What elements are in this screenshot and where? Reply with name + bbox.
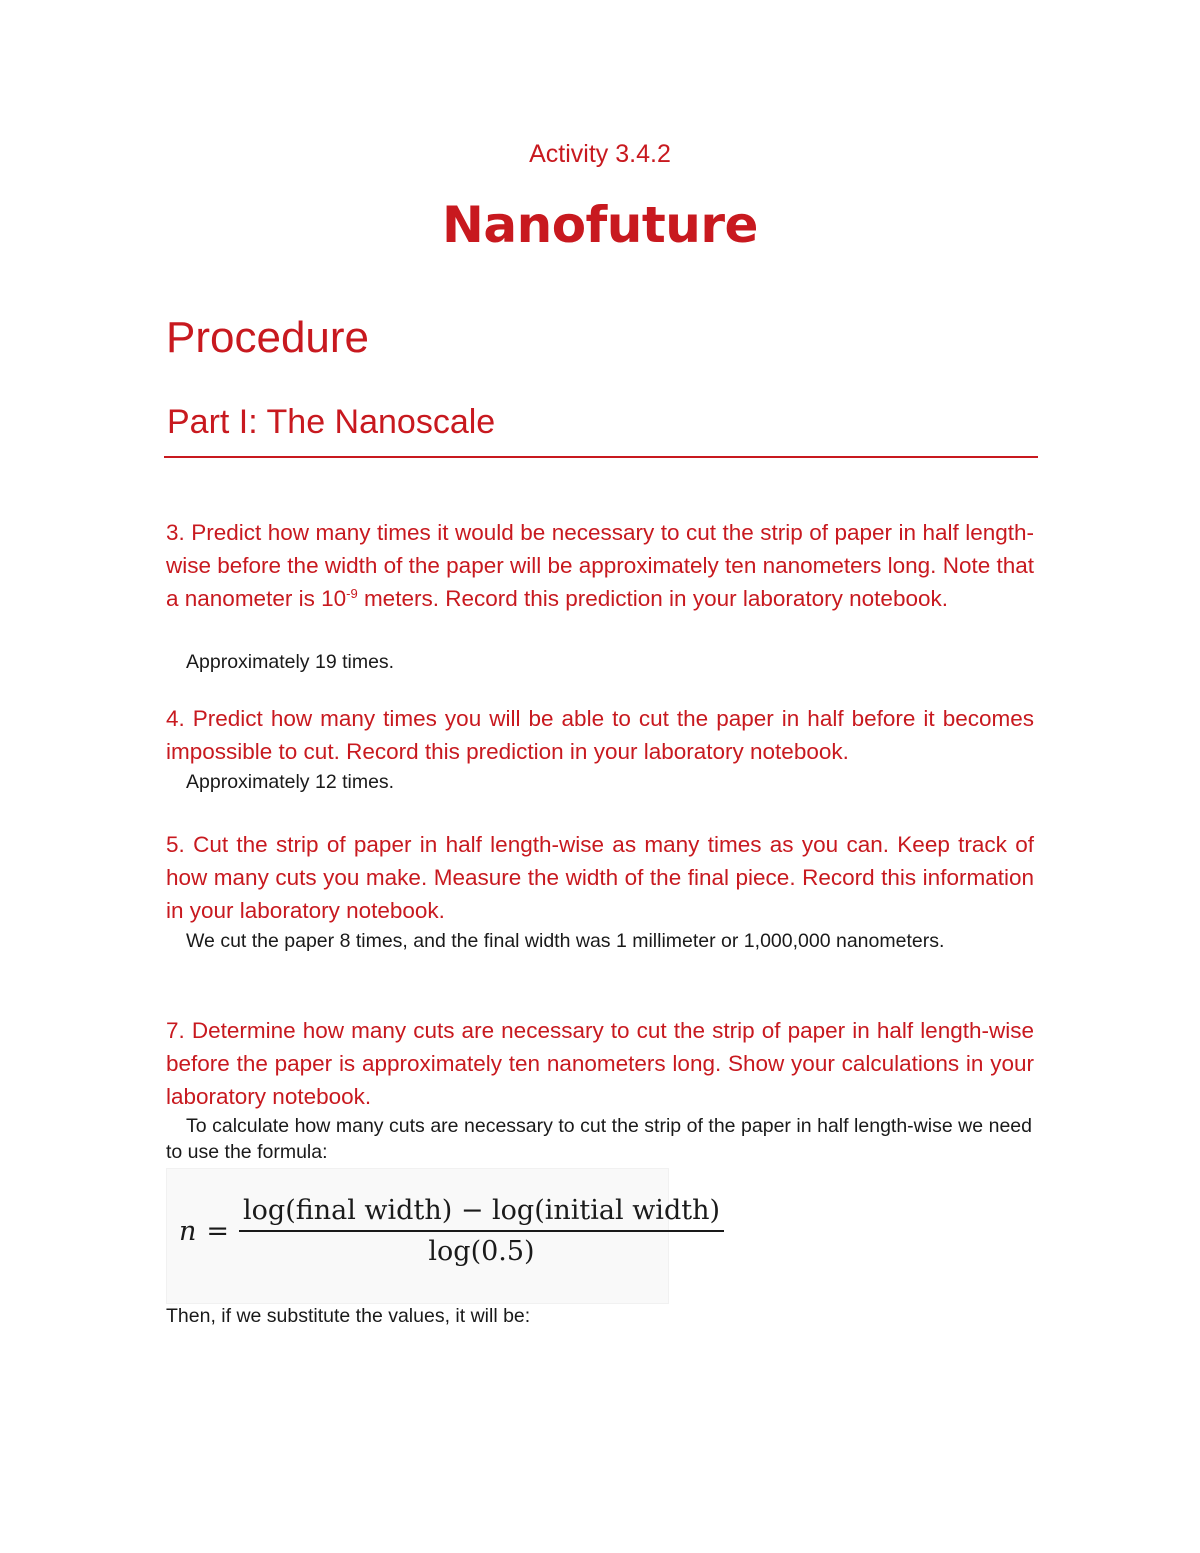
- closing-text: Then, if we substitute the values, it will be:: [166, 1305, 531, 1327]
- formula-variable: n: [179, 1215, 197, 1247]
- question-3-exponent: -9: [346, 586, 358, 601]
- formula-numerator: log(final width) − log(initial width): [239, 1195, 724, 1232]
- document-title: Nanofuture: [442, 196, 758, 254]
- section-heading: Procedure: [166, 313, 370, 362]
- question-7: 7. Determine how many cuts are necessary to cut the strip of paper in half length-wise before the paper is approximately ten nanometers long. Show your calculations in your laboratory notebook.: [166, 1018, 1034, 1109]
- answer-3-text: Approximately 19 times.: [186, 651, 395, 673]
- activity-label: Activity 3.4.2: [529, 140, 671, 168]
- formula-image: [166, 1168, 720, 1304]
- formula-denominator: log(0.5): [428, 1236, 535, 1267]
- formula-fraction: [239, 1195, 724, 1267]
- question-5: 5. Cut the strip of paper in half length-wise as many times as you can. Keep track of how many cuts you make. Measure the width of the final piece. Record this information in your laboratory notebook.: [166, 832, 1034, 923]
- answer-4: [166, 769, 1032, 795]
- formula-equals: =: [206, 1215, 230, 1247]
- cuts-formula: [179, 1195, 724, 1267]
- answer-7: [166, 1113, 1032, 1165]
- answer-5-text: We cut the paper 8 times, and the final width was 1 millimeter or 1,000,000 nanometers.: [186, 930, 945, 952]
- answer-7-text: To calculate how many cuts are necessary to cut the strip of the paper in half length-wise we need to use the formula:: [166, 1115, 1032, 1163]
- heading-divider: [164, 456, 1038, 458]
- question-4: 4. Predict how many times you will be able to cut the paper in half before it becomes impossible to cut. Record this prediction in your laboratory notebook.: [166, 706, 1034, 764]
- answer-3: [166, 649, 1032, 675]
- answer-5: [166, 928, 1032, 954]
- question-3-tail: meters. Record this prediction in your laboratory notebook.: [357, 586, 948, 611]
- answer-4-text: Approximately 12 times.: [186, 771, 395, 793]
- question-3-text: 3. Predict how many times it would be necessary to cut the strip of paper in half length-wise before the width of the paper will be approximately ten nanometers long. Note that a nanometer is 10: [166, 520, 1034, 611]
- section-subheading: Part I: The Nanoscale: [167, 403, 496, 441]
- question-3: [166, 516, 1034, 615]
